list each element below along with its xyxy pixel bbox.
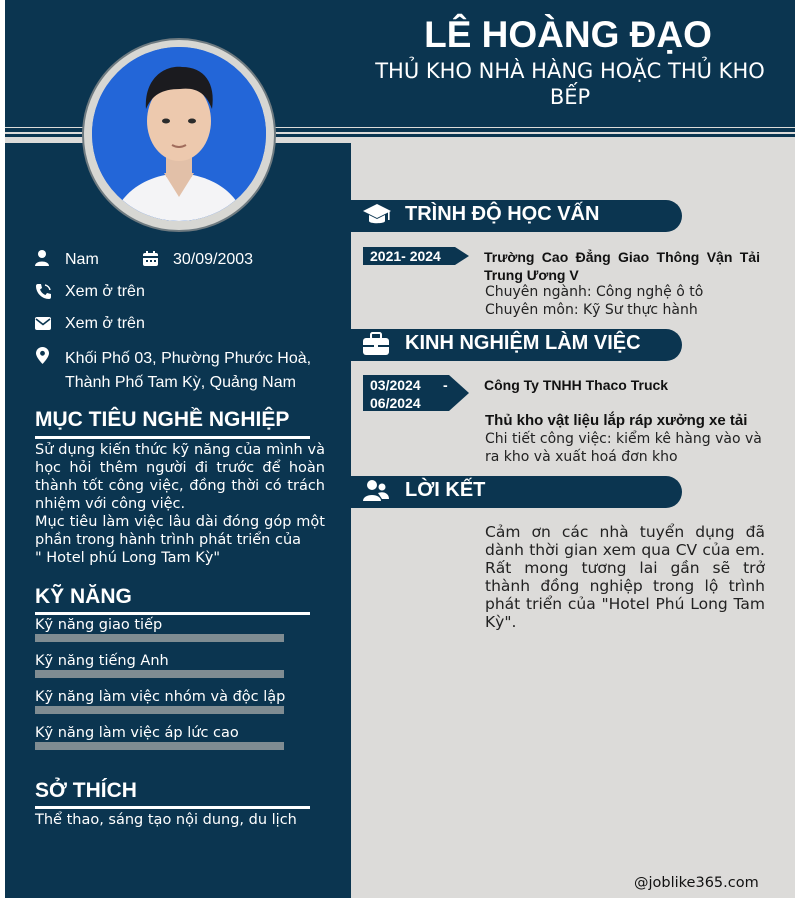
graduation-cap-icon: [363, 203, 391, 227]
experience-details: Chi tiết công việc: kiểm kê hàng vào và ra kho và xuất hoá đơn kho: [485, 431, 762, 465]
skill-bar: [35, 742, 284, 750]
phone-value: Xem ở trên: [65, 283, 145, 300]
skill-label: Kỹ năng giao tiếp: [35, 617, 163, 633]
experience-position: Thủ kho vật liệu lắp ráp xưởng xe tải: [485, 412, 748, 429]
objective-underline: [35, 436, 310, 439]
user-icon: [35, 250, 49, 266]
skill-bar-fill: [35, 706, 284, 714]
experience-date-separator: -: [443, 377, 448, 393]
job-title: THỦ KHO NHÀ HÀNG HOẶC THỦ KHO BẾP: [375, 59, 765, 109]
objective-text: Sử dụng kiến thức kỹ năng của mình và học hỏi thêm người đi trước để hoàn thành tốt công việc, đồng thời có trách nhiệm với công việc. Mục tiêu làm việc lâu dài đóng góp một phần trong hành trình phát triển của " Hotel phú Long Tam Kỳ": [35, 442, 325, 566]
profile-photo: [92, 47, 266, 221]
closing-text: Cảm ơn các nhà tuyển dụng đã dành thời gian xem qua CV của em. Rất mong tương lai gần sẽ trở thành đồng nghiệp trong lộ trình phát triển của "Hotel Phú Long Tam Kỳ".: [485, 523, 765, 631]
calendar-icon: [143, 251, 158, 266]
skill-bar-fill: [35, 742, 284, 750]
experience-heading: KINH NGHIỆM LÀM VIỆC: [405, 332, 641, 354]
skill-label: Kỹ năng làm việc nhóm và độc lập: [35, 689, 286, 705]
skill-bar: [35, 706, 284, 714]
experience-date-start: 03/2024: [370, 377, 421, 393]
experience-banner: [351, 329, 682, 361]
experience-date-end: 06/2024: [370, 395, 421, 411]
gender-value: Nam: [65, 251, 99, 268]
hobbies-heading: SỞ THÍCH: [35, 779, 137, 802]
objective-heading: MỤC TIÊU NGHỀ NGHIỆP: [35, 408, 290, 431]
education-specialty: Chuyên môn: Kỹ Sư thực hành: [485, 302, 698, 318]
birthdate-value: 30/09/2003: [173, 251, 254, 268]
mail-icon: [35, 317, 51, 330]
users-icon: [363, 479, 389, 503]
closing-heading: LỜI KẾT: [405, 479, 486, 501]
hobbies-underline: [35, 806, 310, 809]
briefcase-icon: [363, 332, 389, 356]
education-banner: [351, 200, 682, 232]
experience-company: Công Ty TNHH Thaco Truck: [484, 377, 669, 393]
candidate-name: LÊ HOÀNG ĐẠO: [424, 14, 712, 55]
education-major: Chuyên ngành: Công nghệ ô tô: [485, 284, 704, 300]
skill-bar: [35, 634, 284, 642]
education-heading: TRÌNH ĐỘ HỌC VẤN: [405, 203, 600, 225]
email-value: Xem ở trên: [65, 315, 145, 332]
skills-heading: KỸ NĂNG: [35, 585, 132, 608]
location-icon: [36, 347, 49, 364]
education-date: 2021- 2024: [370, 248, 441, 264]
closing-banner: [351, 476, 682, 508]
skill-label: Kỹ năng tiếng Anh: [35, 653, 169, 669]
hobbies-text: Thể thao, sáng tạo nội dung, du lịch: [35, 812, 297, 828]
skill-bar-fill: [35, 634, 284, 642]
skill-bar-fill: [35, 670, 284, 678]
footer-watermark: @joblike365.com: [634, 875, 759, 891]
skills-underline: [35, 612, 310, 615]
education-school: Trường Cao Đẳng Giao Thông Vận Tải Trung Ương V: [484, 249, 760, 283]
skill-label: Kỹ năng làm việc áp lức cao: [35, 725, 239, 741]
phone-icon: [35, 283, 52, 300]
skill-bar: [35, 670, 284, 678]
address-value: Khối Phố 03, Phường Phước Hoà, Thành Phố Tam Kỳ, Quảng Nam: [65, 350, 312, 391]
